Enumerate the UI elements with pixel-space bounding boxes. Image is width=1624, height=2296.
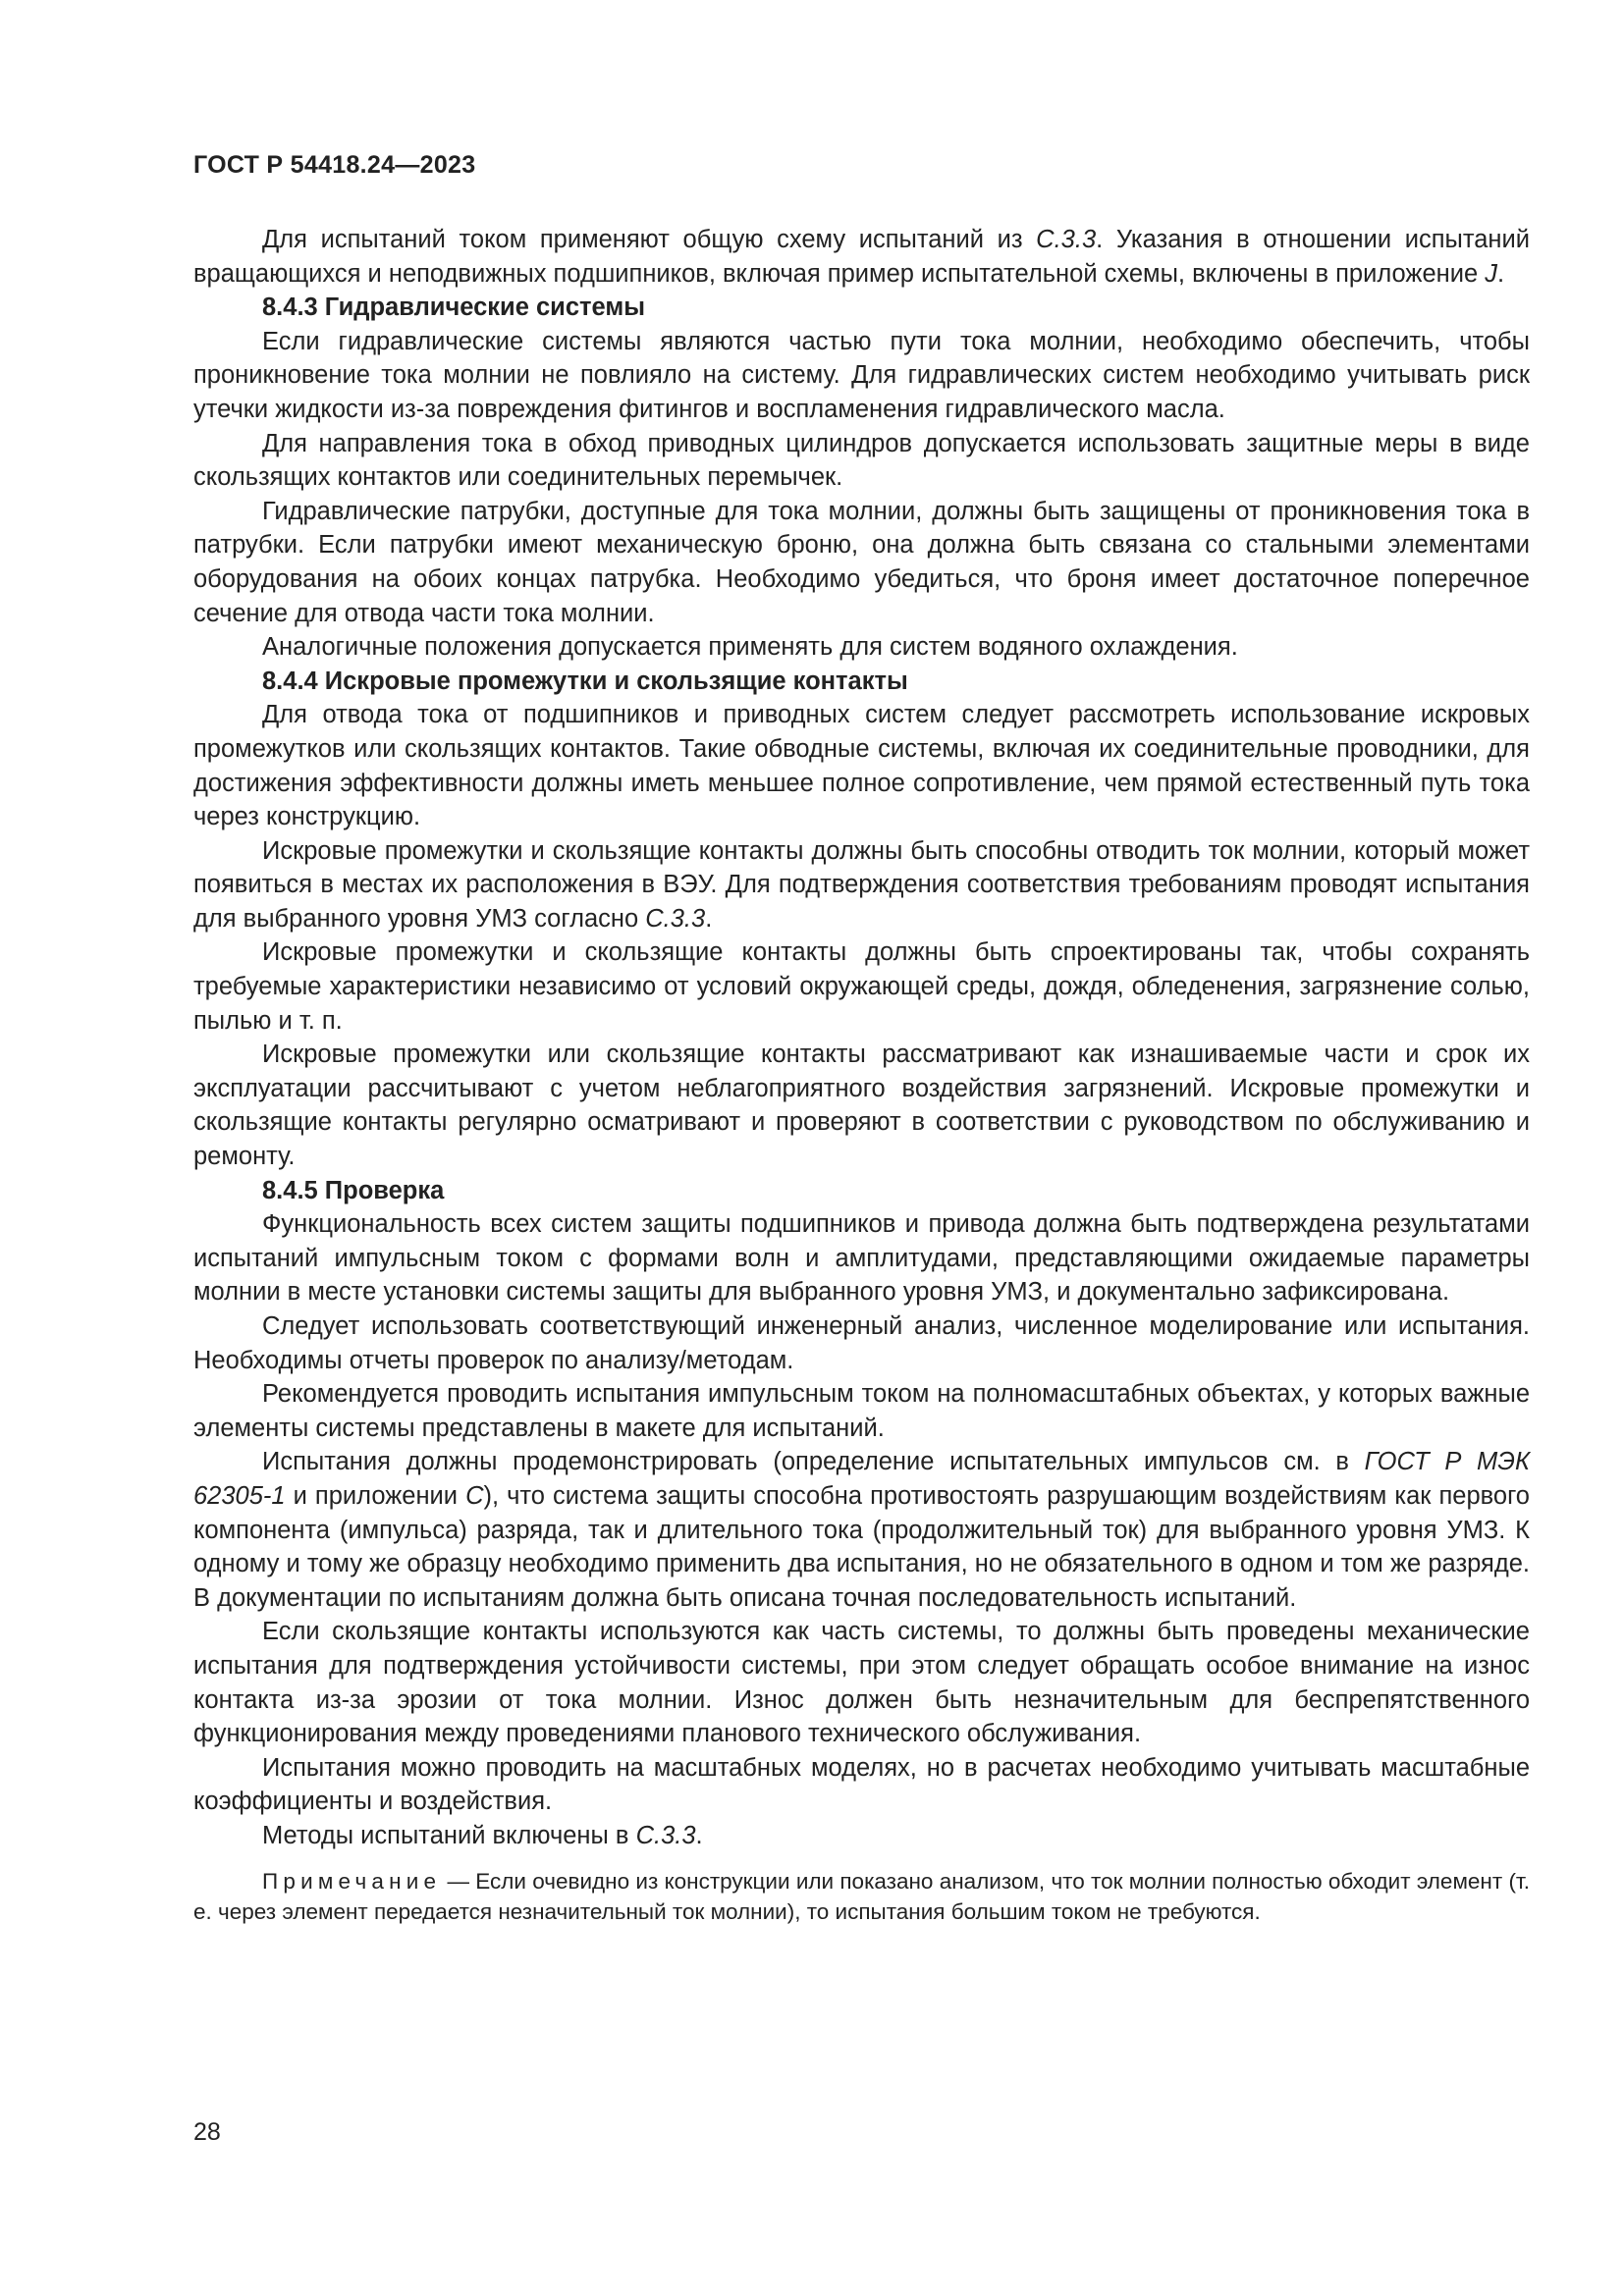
note-label: Примечание <box>262 1868 442 1894</box>
paragraph-scale-models: Испытания можно проводить на масштабных моделях, но в расчетах необходимо учитывать масштабные коэффициенты и воздействия. <box>193 1753 1530 1816</box>
paragraph-water-cooling: Аналогичные положения допускается применять для систем водяного охлаждения. <box>262 633 1238 662</box>
paragraph-verification-analysis: Следует использовать соответствующий инженерный анализ, численное моделирование или испытания. Необходимы отчеты проверок по анализу/методам. <box>193 1312 1530 1374</box>
section-heading-8-4-3: 8.4.3 Гидравлические системы <box>262 294 646 322</box>
paragraph-spark-gaps-capacity: Искровые промежутки и скользящие контакты должны быть способны отводить ток молнии, который может появиться в местах их расположения в ВЭУ. Для подтверждения соответствия требованиям проводят испытания для выбранного уровня УМЗ согласно С.3.3. <box>193 836 1530 933</box>
document-body <box>193 223 1530 1928</box>
paragraph-verification-functionality: Функциональность всех систем защиты подшипников и привода должна быть подтверждена результатами испытаний импульсным током с формами волн и амплитудами, представляющими ожидаемые параметры молнии в месте установки системы защиты для выбранного уровня УМЗ, и документально зафиксирована. <box>193 1210 1530 1307</box>
annex-reference[interactable]: J <box>1485 259 1497 288</box>
paragraph-hydraulic-hoses: Гидравлические патрубки, доступные для тока молнии, должны быть защищены от проникновения тока в патрубки. Если патрубки имеют механическую броню, она должна быть связана со стальными элементами оборудования на обоих концах патрубка. Необходимо убедиться, что броня имеет достаточное поперечное сечение для отвода части тока молнии. <box>193 497 1530 627</box>
paragraph-actuator-bypass: Для направления тока в обход приводных цилиндров допускается использовать защитные меры в виде скользящих контактов или соединительных перемычек. <box>193 429 1530 492</box>
standard-reference[interactable]: ГОСТ Р МЭК 62305-1 <box>193 1448 1530 1510</box>
paragraph-current-test-scheme: Для испытаний током применяют общую схему испытаний из С.3.3. Указания в отношении испытаний вращающихся и неподвижных подшипников, включая пример испытательной схемы, включены в приложение J. <box>193 226 1530 288</box>
paragraph-hydraulic-systems: Если гидравлические системы являются частью пути тока молнии, необходимо обеспечить, чтобы проникновение тока молнии не повлияло на систему. Для гидравлических систем необходимо учитывать риск утечки жидкости из-за повреждения фитингов и воспламенения гидравлического масла. <box>193 327 1530 423</box>
section-heading-8-4-4: 8.4.4 Искровые промежутки и скользящие контакты <box>262 667 908 695</box>
note-text: — Если очевидно из конструкции или показано анализом, что ток молнии полностью обходит элемент (т. е. через элемент передается незначительный ток молнии), то испытания большим током не требуются. <box>193 1868 1530 1924</box>
paragraph-mechanical-tests: Если скользящие контакты используются как часть системы, то должны быть проведены механические испытания для подтверждения устойчивости системы, при этом следует обращать особое внимание на износ контакта из-за эрозии от тока молнии. Износ должен быть незначительным для беспрепятственного функционирования между проведениями планового технического обслуживания. <box>193 1618 1530 1748</box>
clause-reference[interactable]: С.3.3 <box>1036 226 1097 253</box>
paragraph-test-methods: Методы испытаний включены в С.3.3. <box>262 1821 703 1849</box>
section-heading-8-4-5: 8.4.5 Проверка <box>262 1176 445 1204</box>
clause-reference[interactable]: С.3.3 <box>645 904 706 933</box>
annex-reference[interactable]: С <box>465 1481 484 1510</box>
paragraph-spark-gaps-wear: Искровые промежутки или скользящие контакты рассматривают как изнашиваемые части и срок их эксплуатации рассчитывают с учетом неблагоприятного воздействия загрязнений. Искровые промежутки и скользящие контакты регулярно осматривают и проверяют в соответствии с руководством по обслуживанию и ремонту. <box>193 1041 1530 1171</box>
note-paragraph <box>193 1866 1530 1928</box>
paragraph-spark-gaps-environment: Искровые промежутки и скользящие контакты должны быть спроектированы так, чтобы сохранять требуемые характеристики независимо от условий окружающей среды, дождя, обледенения, загрязнение солью, пылью и т. п. <box>193 938 1530 1035</box>
page-number: 28 <box>193 2118 221 2146</box>
document-code-header: ГОСТ Р 54418.24—2023 <box>193 151 476 179</box>
paragraph-spark-gaps-bypass: Для отвода тока от подшипников и приводных систем следует рассмотреть использование искровых промежутков или скользящих контактов. Такие обводные системы, включая их соединительные проводники, для достижения эффективности должны иметь меньшее полное сопротивление, чем прямой естественный путь тока через конструкцию. <box>193 701 1530 831</box>
paragraph-full-scale-tests: Рекомендуется проводить испытания импульсным током на полномасштабных объектах, у которых важные элементы системы представлены в макете для испытаний. <box>193 1380 1530 1442</box>
paragraph-test-demonstration: Испытания должны продемонстрировать (определение испытательных импульсов см. в ГОСТ Р МЭК 62305-1 и приложении С), что система защиты способна противостоять разрушающим воздействиям как первого компонента (импульса) разряда, так и длительного тока (продолжительный ток) для выбранного уровня УМЗ. К одному и тому же образцу необходимо применить два испытания, но не обязательного в одном и том же разряде. В документации по испытаниям должна быть описана точная последовательность испытаний. <box>193 1448 1530 1612</box>
clause-reference[interactable]: С.3.3 <box>635 1821 696 1849</box>
